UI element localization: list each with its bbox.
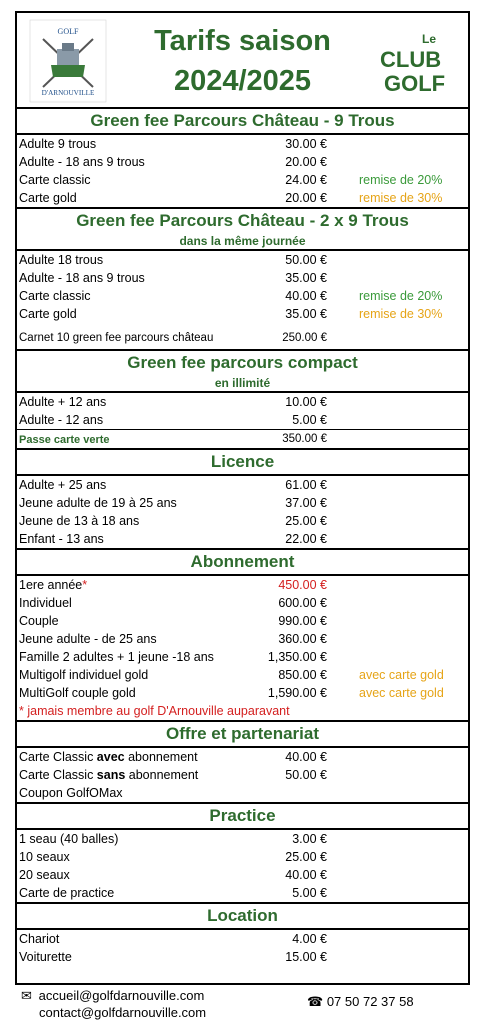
- price-row: [17, 494, 468, 512]
- section-title: Abonnement: [190, 552, 295, 571]
- row-price: 35.00 €: [285, 271, 327, 285]
- row-label: 1 seau (40 balles): [19, 832, 119, 846]
- phone-number[interactable]: 07 50 72 37 58: [326, 994, 414, 1009]
- price-row: [17, 269, 468, 287]
- row-price: 450.00 €: [278, 578, 327, 592]
- section-header-licence: [17, 450, 468, 476]
- row-label: Multigolf individuel gold: [19, 668, 149, 682]
- discount-note: remise de 30%: [359, 191, 443, 205]
- title-line-2: 2024/2025: [173, 65, 312, 97]
- section-body-abonnement: [17, 576, 468, 722]
- row-label: Adulte 18 trous: [19, 253, 104, 267]
- price-row: [17, 287, 468, 305]
- price-row: [17, 251, 468, 269]
- section-header-abonnement: [17, 550, 468, 576]
- email-block: [21, 987, 206, 1021]
- row-price: 30.00 €: [285, 137, 327, 151]
- section-header-practice: [17, 804, 468, 830]
- row-label: Carnet 10 green fee parcours château: [19, 332, 214, 344]
- price-row: [17, 411, 468, 429]
- gold-note: avec carte gold: [359, 668, 444, 682]
- discount-note: remise de 30%: [359, 307, 443, 321]
- section-header-parcours-compact: [17, 351, 468, 393]
- row-label: Adulte - 12 ans: [19, 413, 104, 427]
- row-label: Famille 2 adultes + 1 jeune -18 ans: [19, 650, 214, 664]
- row-label: Jeune adulte - de 25 ans: [19, 632, 157, 646]
- logo-left-top-text: GOLF: [57, 27, 79, 36]
- row-label: 1ere année: [19, 578, 83, 592]
- row-label: 20 seaux: [19, 868, 70, 882]
- price-row: [17, 784, 468, 802]
- header: [17, 13, 468, 109]
- row-label: Individuel: [19, 596, 72, 610]
- asterisk: *: [82, 578, 88, 592]
- row-label: Carte gold: [19, 307, 77, 321]
- row-label: Couple: [19, 614, 59, 628]
- row-price: 61.00 €: [285, 478, 327, 492]
- phone-block: [307, 994, 414, 1010]
- row-label: Carte de practice: [19, 886, 115, 900]
- row-price: 25.00 €: [285, 514, 327, 528]
- row-label: Chariot: [19, 932, 60, 946]
- row-label: Adulte + 12 ans: [19, 395, 107, 409]
- price-row: [17, 512, 468, 530]
- section-body-practice: [17, 830, 468, 904]
- row-label: Coupon GolfOMax: [19, 786, 123, 800]
- price-row: [17, 393, 468, 411]
- row-price: 3.00 €: [292, 832, 327, 846]
- contact-footer: [15, 986, 470, 1024]
- section-title: Green fee parcours compact: [127, 353, 358, 372]
- price-row: [17, 612, 468, 630]
- row-label: Enfant - 13 ans: [19, 532, 104, 546]
- envelope-icon: ✉: [21, 988, 32, 1003]
- row-price: 24.00 €: [285, 173, 327, 187]
- row-price: 15.00 €: [285, 950, 327, 964]
- row-price: 20.00 €: [285, 155, 327, 169]
- section-header-location: [17, 904, 468, 930]
- section-body-green-fee-2x9-trous: [17, 251, 468, 351]
- price-row-carnet: [17, 329, 468, 349]
- row-label: Carte classic: [19, 289, 91, 303]
- row-label: Adulte + 25 ans: [19, 478, 107, 492]
- row-label: Carte classic: [19, 173, 91, 187]
- price-sheet: [15, 11, 470, 985]
- row-price: 850.00 €: [278, 668, 327, 682]
- price-row: [17, 884, 468, 902]
- section-body-parcours-compact: [17, 393, 468, 450]
- phone-icon: ☎: [307, 994, 324, 1009]
- section-title: Practice: [209, 806, 276, 825]
- email-contact[interactable]: contact@golfdarnouville.com: [39, 1005, 207, 1020]
- price-row: [17, 135, 468, 153]
- row-label: Voiturette: [19, 950, 72, 964]
- price-row: [17, 530, 468, 548]
- price-row: [17, 684, 468, 702]
- price-row: [17, 648, 468, 666]
- row-label: Jeune adulte de 19 à 25 ans: [19, 496, 177, 510]
- section-body-offre-partenariat: [17, 748, 468, 804]
- price-row: [17, 666, 468, 684]
- price-row: [17, 830, 468, 848]
- section-body-green-fee-9-trous: [17, 135, 468, 209]
- price-row-first-year: [17, 576, 468, 594]
- title-line-1: Tarifs saison: [154, 25, 331, 57]
- price-row: [17, 630, 468, 648]
- le-club-golf-logo: [376, 25, 446, 97]
- row-label: Adulte - 18 ans 9 trous: [19, 271, 145, 285]
- row-price: 350.00 €: [282, 433, 327, 445]
- discount-note: remise de 20%: [359, 289, 443, 303]
- row-label: Jeune de 13 à 18 ans: [19, 514, 140, 528]
- row-price: 37.00 €: [285, 496, 327, 510]
- logo-right-golf: GOLF: [384, 71, 446, 96]
- row-price: 20.00 €: [285, 191, 327, 205]
- footnote: [17, 702, 468, 720]
- price-row: [17, 594, 468, 612]
- row-label: Adulte - 18 ans 9 trous: [19, 155, 145, 169]
- row-label: Carte gold: [19, 191, 77, 205]
- row-price: 50.00 €: [285, 768, 327, 782]
- section-title: Green fee Parcours Château - 2 x 9 Trous: [76, 211, 409, 230]
- price-row: [17, 171, 468, 189]
- section-title: Green fee Parcours Château - 9 Trous: [90, 111, 395, 130]
- email-accueil[interactable]: accueil@golfdarnouville.com: [38, 988, 205, 1003]
- row-price: 1,590.00 €: [267, 686, 327, 700]
- price-row: [17, 930, 468, 948]
- row-price: 360.00 €: [278, 632, 327, 646]
- row-label-bold: sans: [96, 768, 126, 782]
- price-row: [17, 848, 468, 866]
- logo-right-club: CLUB: [380, 47, 442, 72]
- row-price: 600.00 €: [278, 596, 327, 610]
- section-body-licence: [17, 476, 468, 550]
- row-label: Adulte 9 trous: [19, 137, 97, 151]
- price-row: [17, 748, 468, 766]
- row-price: 4.00 €: [292, 932, 327, 946]
- row-label-pre: Carte Classic: [19, 768, 97, 782]
- price-row: [17, 189, 468, 207]
- price-row: [17, 476, 468, 494]
- section-header-green-fee-9-trous: [17, 109, 468, 135]
- price-row: [17, 153, 468, 171]
- page-title: [117, 21, 368, 101]
- row-price: 1,350.00 €: [267, 650, 327, 664]
- row-price: 40.00 €: [285, 750, 327, 764]
- row-price: 22.00 €: [285, 532, 327, 546]
- section-header-green-fee-2x9-trous: [17, 209, 468, 251]
- price-row: [17, 866, 468, 884]
- row-label-post: abonnement: [124, 750, 198, 764]
- section-body-location: [17, 930, 468, 966]
- section-header-offre-partenariat: [17, 722, 468, 748]
- row-price: 5.00 €: [292, 413, 327, 427]
- row-label-pre: Carte Classic: [19, 750, 97, 764]
- logo-left-bottom-text: D'ARNOUVILLE: [41, 89, 95, 97]
- row-price: 40.00 €: [285, 289, 327, 303]
- row-price: 10.00 €: [285, 395, 327, 409]
- discount-note: remise de 20%: [359, 173, 443, 187]
- row-price: 40.00 €: [285, 868, 327, 882]
- price-row: [17, 948, 468, 966]
- golf-darnouville-logo: [29, 19, 107, 103]
- row-label: 10 seaux: [19, 850, 70, 864]
- section-title: Licence: [210, 452, 275, 471]
- footnote-text: * jamais membre au golf D'Arnouville auparavant: [19, 704, 290, 718]
- row-label-bold: avec: [96, 750, 125, 764]
- row-price: 25.00 €: [285, 850, 327, 864]
- row-price: 250.00 €: [282, 332, 327, 344]
- logo-right-le: Le: [422, 32, 437, 46]
- row-label-post: abonnement: [125, 768, 199, 782]
- row-label: MultiGolf couple gold: [19, 686, 136, 700]
- row-price: 990.00 €: [278, 614, 327, 628]
- row-price: 35.00 €: [285, 307, 327, 321]
- row-price: 5.00 €: [292, 886, 327, 900]
- row-price: 50.00 €: [285, 253, 327, 267]
- section-title: Offre et partenariat: [165, 724, 320, 743]
- section-subtitle: dans la même journée: [179, 234, 306, 248]
- price-row-passe: [17, 429, 468, 448]
- price-row: [17, 305, 468, 323]
- section-subtitle: en illimité: [214, 376, 271, 390]
- section-title: Location: [207, 906, 278, 925]
- price-row: [17, 766, 468, 784]
- gold-note: avec carte gold: [359, 686, 444, 700]
- row-label: Passe carte verte: [19, 434, 110, 446]
